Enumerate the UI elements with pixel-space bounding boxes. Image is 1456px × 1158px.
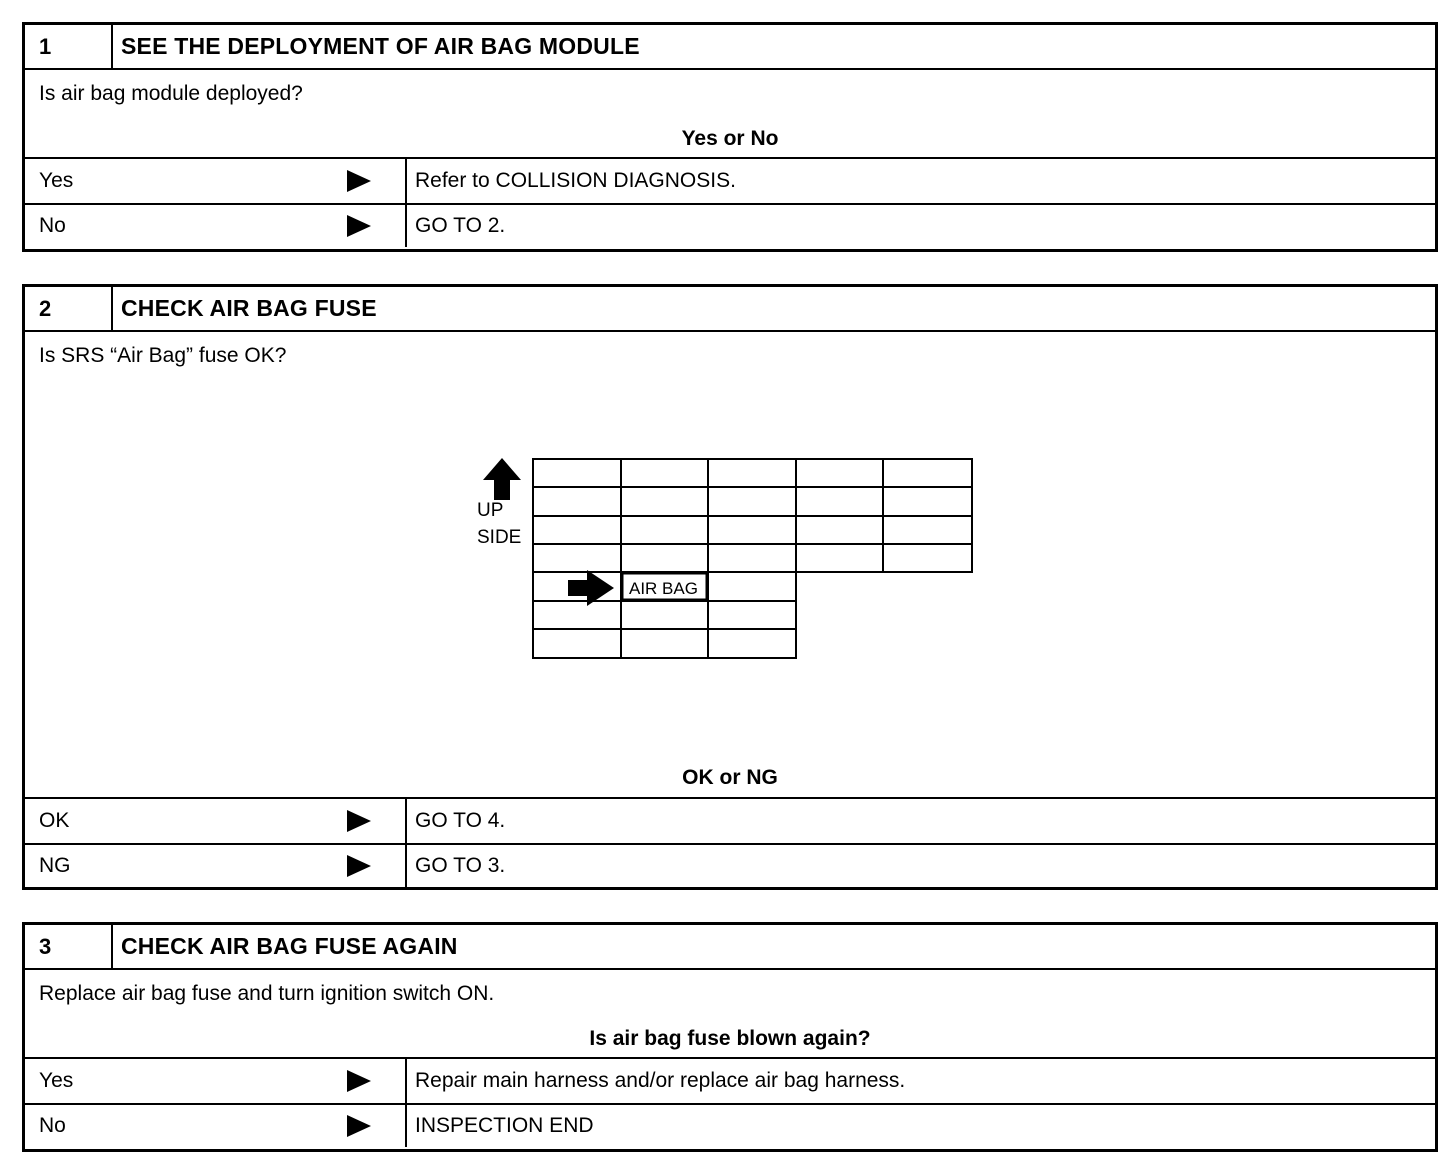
result-cell: Refer to COLLISION DIAGNOSIS. bbox=[415, 169, 736, 192]
answer-prompt: Yes or No bbox=[681, 127, 779, 150]
right-triangle-icon bbox=[347, 1070, 371, 1092]
right-triangle-icon bbox=[347, 170, 371, 192]
step-3-box bbox=[22, 922, 1438, 1152]
result-row bbox=[25, 159, 1435, 203]
option-label: No bbox=[39, 214, 66, 237]
fuse-box-diagram bbox=[25, 332, 1435, 799]
step-title: CHECK AIR BAG FUSE AGAIN bbox=[121, 933, 458, 959]
option-label: Yes bbox=[39, 1069, 74, 1092]
option-label: NG bbox=[39, 854, 71, 877]
step-header bbox=[25, 25, 1435, 70]
air-bag-fuse-label: AIR BAG bbox=[629, 579, 698, 598]
step-question: Is air bag module deployed? bbox=[39, 82, 303, 105]
step-body bbox=[25, 332, 1435, 799]
result-cell: Repair main harness and/or replace air bag harness. bbox=[415, 1069, 906, 1092]
answer-prompt: OK or NG bbox=[682, 766, 778, 789]
result-cell: GO TO 3. bbox=[415, 854, 506, 877]
result-row bbox=[25, 843, 1435, 887]
answer-prompt: Is air bag fuse blown again? bbox=[589, 1027, 871, 1050]
option-cell bbox=[25, 1059, 407, 1103]
option-cell bbox=[25, 845, 407, 887]
option-cell bbox=[25, 799, 407, 843]
right-triangle-icon bbox=[347, 215, 371, 237]
right-triangle-icon bbox=[347, 810, 371, 832]
option-cell bbox=[25, 205, 407, 247]
side-label: SIDE bbox=[477, 527, 522, 548]
step-header bbox=[25, 287, 1435, 332]
step-number: 2 bbox=[25, 287, 113, 330]
up-arrow-icon bbox=[483, 458, 521, 500]
up-label: UP bbox=[477, 500, 504, 521]
step-body bbox=[25, 970, 1435, 1059]
result-cell: GO TO 2. bbox=[415, 214, 506, 237]
result-cell: INSPECTION END bbox=[415, 1114, 594, 1137]
step-number: 3 bbox=[25, 925, 113, 968]
right-triangle-icon bbox=[347, 855, 371, 877]
result-cell: GO TO 4. bbox=[415, 809, 506, 832]
result-row bbox=[25, 799, 1435, 843]
option-label: No bbox=[39, 1114, 66, 1137]
step-question: Is SRS “Air Bag” fuse OK? bbox=[39, 344, 287, 367]
result-row bbox=[25, 1059, 1435, 1103]
fuse-grid-top bbox=[533, 459, 972, 572]
step-number: 1 bbox=[25, 25, 113, 68]
step-2-box bbox=[22, 284, 1438, 890]
option-label: OK bbox=[39, 809, 70, 832]
step-body bbox=[25, 70, 1435, 159]
step-header bbox=[25, 925, 1435, 970]
step-title: SEE THE DEPLOYMENT OF AIR BAG MODULE bbox=[121, 33, 640, 59]
right-triangle-icon bbox=[347, 1115, 371, 1137]
option-cell bbox=[25, 159, 407, 203]
step-1-box bbox=[22, 22, 1438, 252]
step-title: CHECK AIR BAG FUSE bbox=[121, 295, 377, 321]
result-row bbox=[25, 1103, 1435, 1147]
option-cell bbox=[25, 1105, 407, 1147]
step-question: Replace air bag fuse and turn ignition switch ON. bbox=[39, 982, 495, 1005]
result-row bbox=[25, 203, 1435, 247]
option-label: Yes bbox=[39, 169, 74, 192]
